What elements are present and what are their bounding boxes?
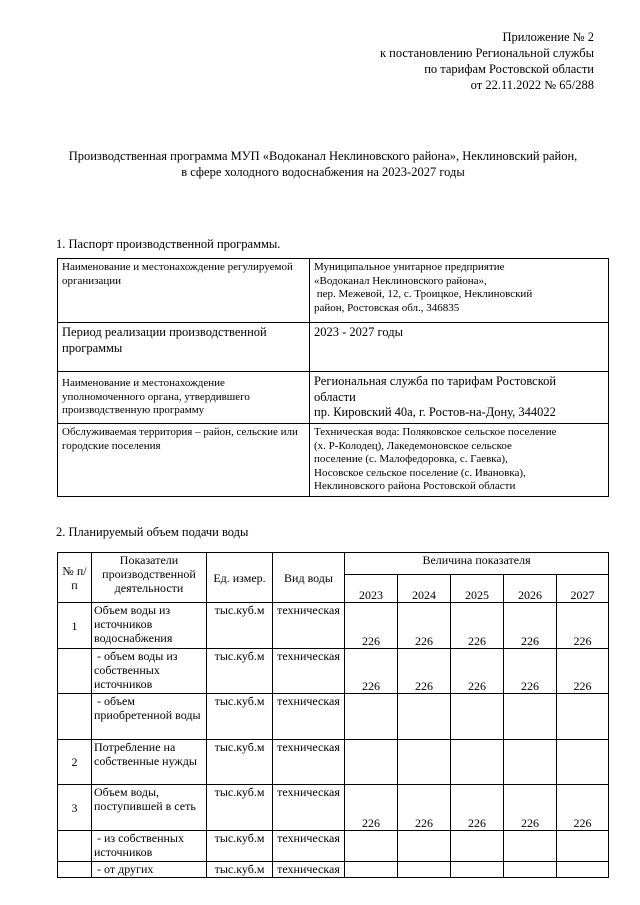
value-line: Региональная служба по тарифам Ростовской	[314, 374, 557, 388]
title-line: Производственная программа МУП «Водоканал Неклиновского района», Неклиновский район,	[68, 149, 578, 163]
row-num: 3	[58, 785, 92, 831]
passport-table	[57, 258, 609, 497]
row-water-type: техническая	[273, 862, 345, 878]
row-value	[451, 694, 504, 740]
appendix-block	[380, 29, 594, 93]
appendix-line: к постановлению Региональной службы	[379, 46, 594, 60]
row-unit: тыс.куб.м	[207, 740, 273, 785]
row-value	[557, 831, 609, 862]
row-value: 226	[398, 785, 451, 831]
row-unit: тыс.куб.м	[207, 694, 273, 740]
value-line: поселение (с. Малофедоровка, с. Гаевка),	[314, 453, 508, 465]
row-unit: тыс.куб.м	[207, 603, 273, 649]
row-indicator: - из собственных источников	[92, 831, 207, 862]
value-line: Техническая вода: Поляковское сельское поселение	[314, 426, 557, 438]
row-value: 226	[557, 649, 609, 694]
row-unit: тыс.куб.м	[207, 649, 273, 694]
row-value	[345, 694, 398, 740]
value-line: район, Ростовская обл., 346835	[314, 301, 460, 314]
row-value	[504, 831, 557, 862]
row-value: 226	[345, 649, 398, 694]
row-value: 226	[504, 785, 557, 831]
row-value: 226	[345, 785, 398, 831]
row-value: 226	[451, 785, 504, 831]
row-indicator: Объем воды, поступившей в сеть	[92, 785, 207, 831]
passport-label: Наименование и местонахождение уполномоченного органа, утвердившего производственную программу	[58, 372, 310, 424]
row-indicator: - объем воды из собственных источников	[92, 649, 207, 694]
row-value	[557, 862, 609, 878]
passport-value	[310, 323, 609, 372]
row-value: 226	[451, 603, 504, 649]
row-value	[398, 694, 451, 740]
row-water-type: техническая	[273, 831, 345, 862]
table-row	[58, 649, 609, 694]
table-row	[58, 831, 609, 862]
row-value	[451, 862, 504, 878]
table-row	[58, 785, 609, 831]
row-value	[557, 740, 609, 785]
row-value: 226	[398, 603, 451, 649]
row-value	[504, 740, 557, 785]
row-num	[58, 694, 92, 740]
row-indicator: Объем воды из источников водоснабжения	[92, 603, 207, 649]
row-num	[58, 831, 92, 862]
row-value	[504, 862, 557, 878]
row-unit: тыс.куб.м	[207, 862, 273, 878]
value-line: области	[314, 389, 356, 404]
document-title	[40, 148, 606, 180]
value-line: 2023 - 2027 годы	[314, 325, 404, 339]
section2-heading: 2. Планируемый объем подачи воды	[56, 525, 249, 539]
row-value: 226	[504, 603, 557, 649]
header-year: 2027	[557, 575, 609, 603]
row-value	[451, 831, 504, 862]
header-water-type: Вид воды	[273, 553, 345, 603]
row-water-type: техническая	[273, 649, 345, 694]
title-line: в сфере холодного водоснабжения на 2023-2027 годы	[181, 165, 465, 179]
row-value	[504, 694, 557, 740]
row-value	[398, 831, 451, 862]
passport-value	[310, 372, 609, 424]
value-line: Носовское сельское поселение (с. Ивановка),	[314, 466, 526, 479]
section1-heading: 1. Паспорт производственной программы.	[56, 237, 281, 251]
appendix-line: Приложение № 2	[502, 30, 594, 44]
table-row	[58, 372, 609, 424]
row-value	[398, 862, 451, 878]
row-value	[557, 694, 609, 740]
passport-label: Обслуживаемая территория – район, сельские или городские поселения	[58, 424, 310, 497]
plan-table	[57, 552, 609, 878]
row-value	[451, 740, 504, 785]
row-num	[58, 649, 92, 694]
header-unit: Ед. измер.	[207, 553, 273, 603]
row-value: 226	[451, 649, 504, 694]
table-row	[58, 862, 609, 878]
row-water-type: техническая	[273, 785, 345, 831]
row-value: 226	[557, 603, 609, 649]
value-line: (х. Р-Колодец), Лакедемоновское сельское	[314, 439, 512, 452]
appendix-line: по тарифам Ростовской области	[424, 62, 594, 76]
header-year: 2026	[504, 575, 557, 603]
table-row	[58, 603, 609, 649]
table-row	[58, 259, 609, 323]
row-water-type: техническая	[273, 740, 345, 785]
header-num: № п/п	[58, 553, 92, 603]
row-water-type: техническая	[273, 603, 345, 649]
value-line: Неклиновского района Ростовской области	[314, 480, 516, 492]
row-value: 226	[398, 649, 451, 694]
header-indicator: Показатели производственной деятельности	[92, 553, 207, 603]
passport-label: Период реализации производственной программы	[58, 323, 310, 372]
row-value	[345, 862, 398, 878]
value-line: пер. Межевой, 12, с. Троицкое, Неклиновский	[314, 288, 533, 300]
row-water-type: техническая	[273, 694, 345, 740]
row-value: 226	[557, 785, 609, 831]
row-indicator: - объем приобретенной воды	[92, 694, 207, 740]
row-value: 226	[345, 603, 398, 649]
row-value	[345, 740, 398, 785]
row-value	[398, 740, 451, 785]
row-indicator: Потребление на собственные нужды	[92, 740, 207, 785]
table-row	[58, 323, 609, 372]
passport-value	[310, 424, 609, 497]
header-year: 2023	[345, 575, 398, 603]
row-value: 226	[504, 649, 557, 694]
table-header-row	[58, 553, 609, 575]
header-year: 2024	[398, 575, 451, 603]
header-year: 2025	[451, 575, 504, 603]
row-unit: тыс.куб.м	[207, 785, 273, 831]
value-line: «Водоканал Неклиновского района»,	[314, 274, 487, 287]
passport-value	[310, 259, 609, 323]
row-unit: тыс.куб.м	[207, 831, 273, 862]
table-row	[58, 694, 609, 740]
header-value-group: Величина показателя	[345, 553, 609, 575]
row-num: 2	[58, 740, 92, 785]
passport-label: Наименование и местонахождение регулируемой организации	[58, 259, 310, 323]
row-indicator: - от других	[92, 862, 207, 878]
row-value	[345, 831, 398, 862]
table-row	[58, 424, 609, 497]
appendix-line: от 22.11.2022 № 65/288	[470, 78, 594, 92]
value-line: Муниципальное унитарное предприятие	[314, 261, 505, 273]
table-row	[58, 740, 609, 785]
row-num: 1	[58, 603, 92, 649]
value-line: пр. Кировский 40а, г. Ростов-на-Дону, 344022	[314, 405, 556, 419]
row-num	[58, 862, 92, 878]
